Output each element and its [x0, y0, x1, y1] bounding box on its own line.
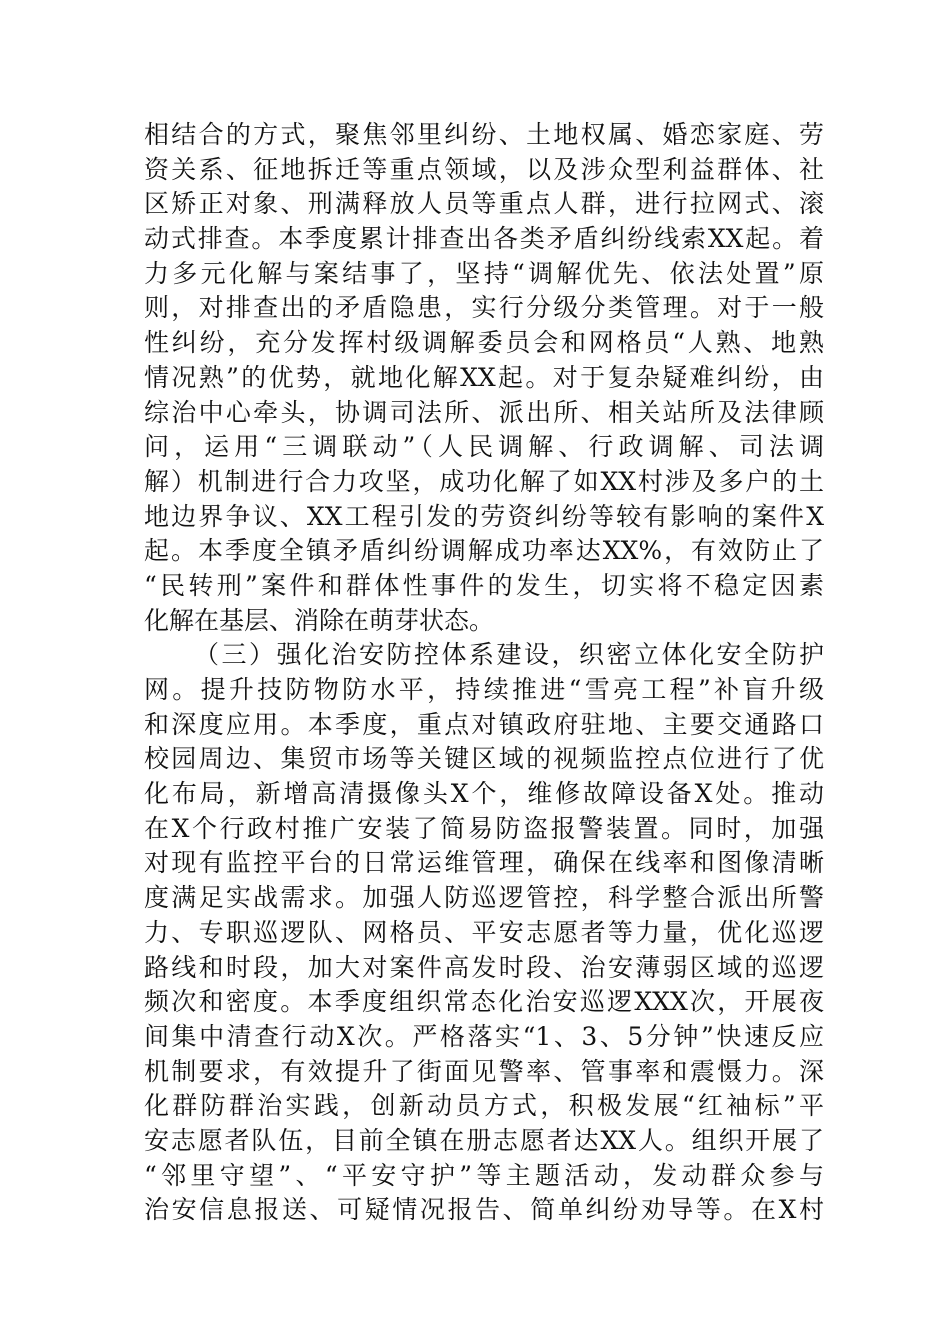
text-line: 起。本季度全镇矛盾纠纷调解成功率达XX%，有效防止了: [144, 536, 824, 566]
text-line: 安志愿者队伍，目前全镇在册志愿者达XX人。组织开展了: [144, 1125, 824, 1155]
text-line: 在X个行政村推广安装了简易防盗报警装置。同时，加强: [144, 813, 824, 843]
text-line: 区矫正对象、刑满释放人员等重点人群，进行拉网式、滚: [144, 189, 824, 219]
text-line: 频次和密度。本季度组织常态化治安巡逻XXX次，开展夜: [144, 987, 824, 1017]
section-heading-line: （三）强化治安防控体系建设，织密立体化安全防护: [194, 640, 824, 670]
text-line: 化群防群治实践，创新动员方式，积极发展“红袖标”平: [144, 1091, 824, 1121]
text-line: 综治中心牵头，协调司法所、派出所、相关站所及法律顾: [144, 397, 824, 427]
text-line: 问，运用“三调联动”（人民调解、行政调解、司法调: [144, 432, 824, 462]
text-line: “民转刑”案件和群体性事件的发生，切实将不稳定因素: [144, 570, 824, 600]
text-line: 和深度应用。本季度，重点对镇政府驻地、主要交通路口: [144, 709, 824, 739]
text-line: 动式排查。本季度累计排查出各类矛盾纠纷线索XX起。着: [144, 224, 824, 254]
text-line: 机制要求，有效提升了街面见警率、管事率和震慑力。深: [144, 1056, 824, 1086]
text-line: 间集中清查行动X次。严格落实“1、3、5分钟”快速反应: [144, 1021, 824, 1051]
text-line: 度满足实战需求。加强人防巡逻管控，科学整合派出所警: [144, 883, 824, 913]
text-line: 化解在基层、消除在萌芽状态。: [144, 605, 495, 635]
text-line: 性纠纷，充分发挥村级调解委员会和网格员“人熟、地熟: [144, 328, 824, 358]
text-line: 相结合的方式，聚焦邻里纠纷、土地权属、婚恋家庭、劳: [144, 120, 824, 149]
text-line: 校园周边、集贸市场等关键区域的视频监控点位进行了优: [144, 744, 824, 774]
text-line: 力、专职巡逻队、网格员、平安志愿者等力量，优化巡逻: [144, 917, 824, 947]
text-line: 对现有监控平台的日常运维管理，确保在线率和图像清晰: [144, 848, 824, 878]
text-line: 地边界争议、XX工程引发的劳资纠纷等较有影响的案件X: [144, 501, 824, 531]
text-line: 路线和时段，加大对案件高发时段、治安薄弱区域的巡逻: [144, 952, 824, 982]
text-line: 治安信息报送、可疑情况报告、简单纠纷劝导等。在X村: [144, 1195, 824, 1225]
text-line: 网。提升技防物防水平，持续推进“雪亮工程”补盲升级: [144, 675, 824, 704]
text-line: 则，对排查出的矛盾隐患，实行分级分类管理。对于一般: [144, 293, 824, 323]
text-line: “邻里守望”、“平安守护”等主题活动，发动群众参与: [144, 1160, 824, 1190]
text-line: 情况熟”的优势，就地化解XX起。对于复杂疑难纠纷，由: [144, 362, 824, 392]
text-line: 力多元化解与案结事了，坚持“调解优先、依法处置”原: [144, 258, 824, 288]
document-body: [144, 118, 824, 1228]
text-line: 资关系、征地拆迁等重点领域，以及涉众型利益群体、社: [144, 154, 824, 184]
text-line: 解）机制进行合力攻坚，成功化解了如XX村涉及多户的土: [144, 466, 824, 496]
text-line: 化布局，新增高清摄像头X个，维修故障设备X处。推动: [144, 779, 824, 809]
